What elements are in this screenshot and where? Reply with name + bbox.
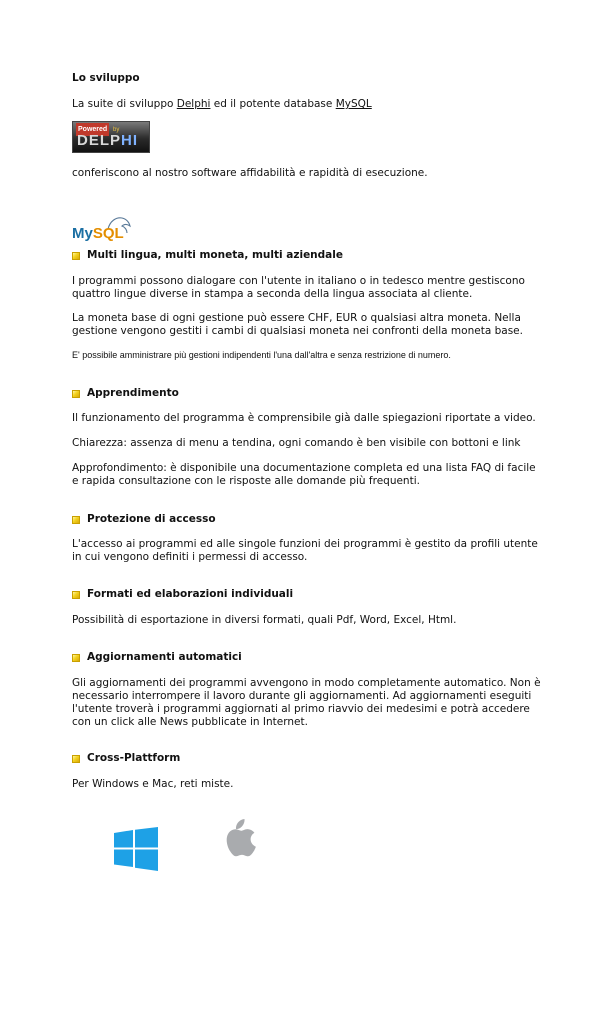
section-heading-text: Formati ed elaborazioni individuali — [87, 588, 294, 600]
section-heading-text: Multi lingua, multi moneta, multi aziendale — [87, 249, 343, 261]
bullet-icon — [72, 654, 80, 662]
mysql-logo-my: My — [72, 225, 93, 242]
section-heading-text: Apprendimento — [87, 387, 179, 399]
mysql-logo-text — [72, 227, 124, 240]
delphi-logo-powered: Powered — [76, 123, 109, 136]
multi-paragraph-1: I programmi possono dialogare con l'utente in italiano o in tedesco mentre gestiscono quattro lingue diverse in stampa a seconda della lingua associata al cliente. — [72, 275, 525, 300]
section-heading-cross — [72, 752, 180, 765]
bullet-icon — [72, 390, 80, 398]
protezione-paragraph: L'accesso ai programmi ed alle singole funzioni dei programmi è gestito da profili utente in cui vengono definiti i permessi di accesso. — [72, 538, 538, 563]
mysql-logo-sql: SQL — [92, 225, 124, 242]
apprendimento-paragraph-2: Chiarezza: assenza di menu a tendina, ogni comando è ben visibile con bottoni e link — [72, 437, 521, 449]
section-heading-text: Protezione di accesso — [87, 513, 216, 525]
section-heading-text: Aggiornamenti automatici — [87, 651, 242, 663]
multi-paragraph-2: La moneta base di ogni gestione può essere CHF, EUR o qualsiasi altra moneta. Nella gestione vengono gestiti i cambi di qualsiasi moneta nei confronti della moneta base. — [72, 312, 523, 337]
apprendimento-paragraph-3: Approfondimento: è disponibile una documentazione completa ed una lista FAQ di facile e rapida consultazione con le risposte alle domande più frequenti. — [72, 462, 536, 487]
apple-logo-icon — [222, 818, 256, 858]
cross-paragraph: Per Windows e Mac, reti miste. — [72, 778, 234, 790]
bullet-icon — [72, 591, 80, 599]
mysql-link[interactable]: MySQL — [335, 98, 372, 110]
section-heading-formati — [72, 588, 293, 601]
delphi-powered-logo — [72, 121, 150, 153]
delphi-logo-by: by — [113, 127, 120, 133]
delphi-logo-text-b: HI — [121, 132, 139, 149]
mysql-logo — [72, 215, 136, 245]
intro-line — [72, 98, 372, 111]
bullet-icon — [72, 516, 80, 524]
formati-paragraph: Possibilità di esportazione in diversi formati, quali Pdf, Word, Excel, Html. — [72, 614, 457, 626]
windows-logo-icon — [114, 827, 158, 871]
delphi-logo-text — [77, 134, 138, 147]
section-heading-text: Cross-Plattform — [87, 752, 181, 764]
section-heading-apprendimento — [72, 387, 179, 400]
intro-title: Lo sviluppo — [72, 72, 140, 84]
section-heading-aggiornamenti — [72, 651, 242, 664]
section-heading-protezione — [72, 513, 216, 526]
intro-text-start: La suite di sviluppo — [72, 98, 177, 110]
apprendimento-paragraph-1: Il funzionamento del programma è comprensibile già dalle spiegazioni riportate a video. — [72, 412, 536, 424]
section-heading-multi — [72, 249, 343, 262]
document-body — [72, 0, 542, 790]
bullet-icon — [72, 252, 80, 260]
intro-conferiscono: conferiscono al nostro software affidabilità e rapidità di esecuzione. — [72, 167, 428, 179]
multi-paragraph-3: E' possibile amministrare più gestioni indipendenti l'una dall'altra e senza restrizione di numero. — [72, 350, 451, 360]
aggiornamenti-paragraph: Gli aggiornamenti dei programmi avvengono in modo completamente automatico. Non è necessario interrompere il lavoro durante gli aggiornamenti. Ad aggiornamenti eseguiti l'utente troverà i programmi aggiornati al primo riavvio dei medesimi e potrà accedere con un click alle News pubblicate in Internet. — [72, 677, 541, 728]
delphi-logo-text-a: DELP — [77, 132, 122, 149]
bullet-icon — [72, 755, 80, 763]
intro-text-middle: ed il potente database — [210, 98, 336, 110]
delphi-link[interactable]: Delphi — [176, 98, 211, 110]
